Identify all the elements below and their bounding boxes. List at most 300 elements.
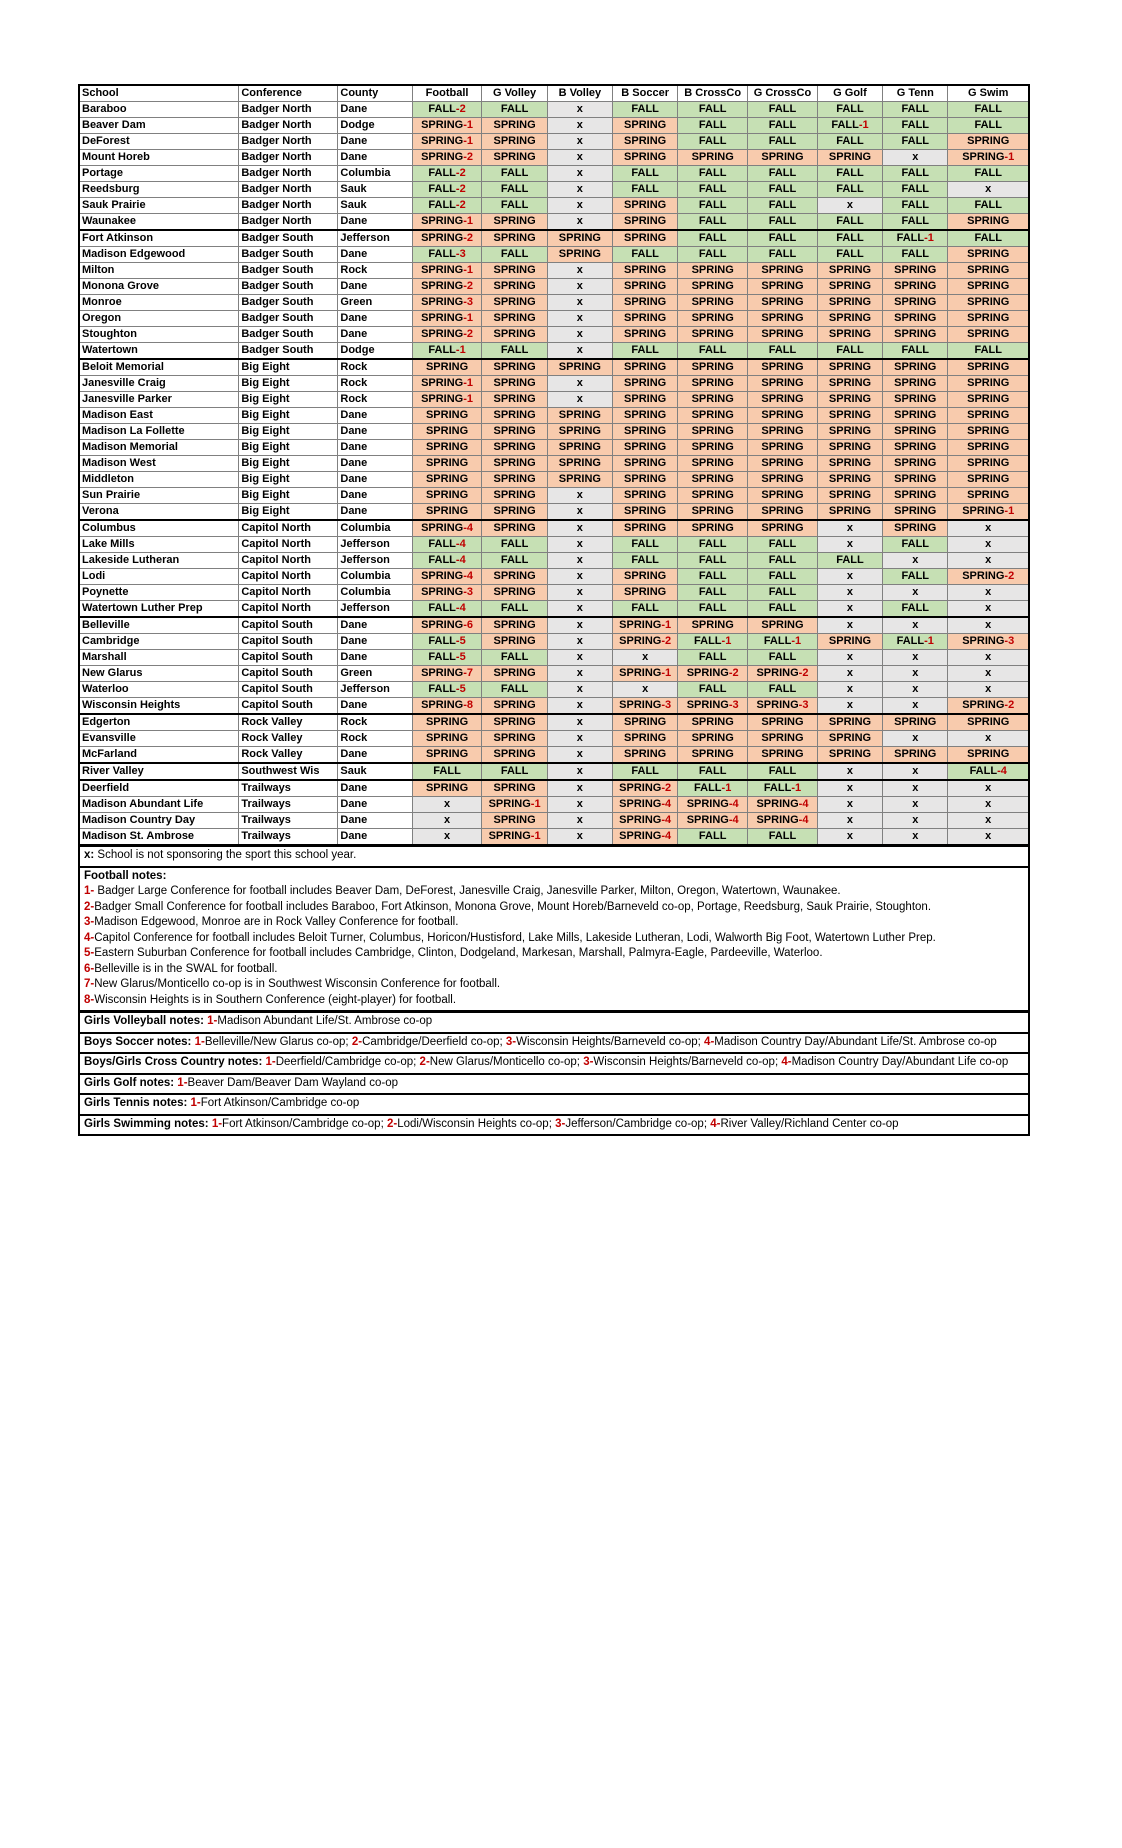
table-row <box>79 263 1029 279</box>
season-label: x <box>985 814 992 826</box>
season-label: SPRING <box>761 264 804 276</box>
school-name-cell: Marshall <box>79 650 239 666</box>
note-number: 4- <box>781 1056 792 1068</box>
season-label: SPRING <box>691 409 734 421</box>
season-label: SPRING <box>756 814 799 826</box>
season-cell-football <box>412 617 482 634</box>
season-cell-g-golf <box>817 359 882 376</box>
season-cell-b-soccer <box>613 182 678 198</box>
season-label: FALL <box>768 167 797 179</box>
season-cell-g-tenn <box>883 813 948 829</box>
county-cell: Jefferson <box>338 230 412 247</box>
season-label: FALL <box>901 602 930 614</box>
season-cell-b-crossco <box>678 247 748 263</box>
note-text: Madison Country Day/Abundant Life co-op <box>791 1056 1009 1068</box>
season-label: SPRING <box>425 361 469 373</box>
season-label: SPRING <box>828 489 872 501</box>
season-cell-b-crossco <box>678 520 748 537</box>
season-cell-b-soccer <box>613 343 678 360</box>
note-number: 3- <box>84 916 95 928</box>
table-row <box>79 456 1029 472</box>
season-label: x <box>985 554 992 566</box>
county-cell: Dane <box>338 472 412 488</box>
season-label: x <box>846 602 854 614</box>
footnote-marker: -2 <box>728 667 739 679</box>
note-text: Capitol Conference for football includes Beloit Turner, Columbus, Horicon/Hustisford, Lake Mills, Lakeside Lutheran, Lodi, Walworth Big Foot, Watertown Luther Prep. <box>94 931 936 944</box>
conference-cell: Badger North <box>239 198 338 214</box>
season-label: SPRING <box>493 264 536 276</box>
football-notes-row <box>79 867 1029 1012</box>
conference-cell: Badger South <box>239 279 338 295</box>
season-cell-football <box>412 263 482 279</box>
season-label: SPRING <box>493 699 536 711</box>
season-label: FALL <box>428 602 456 614</box>
season-cell-football <box>412 601 482 618</box>
season-cell-g-tenn <box>883 134 948 150</box>
season-cell-g-volley <box>482 376 547 392</box>
conference-cell: Big Eight <box>239 392 338 408</box>
note-number: 4- <box>704 1035 715 1048</box>
sport-note-label: Girls Tennis notes: <box>84 1097 191 1109</box>
season-cell-b-soccer <box>613 813 678 829</box>
season-label: FALL <box>768 586 797 598</box>
season-label: SPRING <box>488 830 531 842</box>
season-label: FALL <box>974 103 1002 115</box>
note-text: Cambridge/Deerfield co-op; <box>362 1035 506 1048</box>
season-label: SPRING <box>619 814 662 826</box>
table-row <box>79 150 1029 166</box>
season-cell-g-volley <box>482 279 547 295</box>
season-label: SPRING <box>421 667 464 679</box>
season-label: SPRING <box>493 215 536 227</box>
season-label: x <box>846 814 854 826</box>
season-cell-g-volley <box>482 829 547 846</box>
season-cell-b-volley <box>547 247 612 263</box>
season-label: SPRING <box>558 425 601 437</box>
season-label: x <box>576 489 583 501</box>
season-cell-g-crossco <box>748 698 818 715</box>
conference-cell: Badger South <box>239 247 338 263</box>
season-cell-g-volley <box>482 666 547 682</box>
season-label: SPRING <box>761 619 804 631</box>
season-label: SPRING <box>624 522 667 534</box>
sport-note-label: Girls Volleyball notes: <box>84 1015 208 1027</box>
season-cell-football <box>412 537 482 553</box>
footnote-marker: -5 <box>455 651 466 663</box>
season-label: SPRING <box>691 361 734 373</box>
season-label: x <box>846 699 854 711</box>
table-row <box>79 829 1029 846</box>
note-number: 7- <box>84 978 95 990</box>
season-cell-g-swim <box>948 520 1029 537</box>
season-cell-g-volley <box>482 456 547 472</box>
conference-cell: Badger North <box>239 182 338 198</box>
season-label: FALL <box>836 248 864 260</box>
season-label: SPRING <box>624 473 667 485</box>
season-label: SPRING <box>624 441 667 453</box>
season-cell-g-golf <box>817 698 882 715</box>
season-cell-g-volley <box>482 150 547 166</box>
season-label: SPRING <box>967 473 1010 485</box>
county-cell: Dane <box>338 780 412 797</box>
county-cell: Sauk <box>338 198 412 214</box>
season-label: SPRING <box>421 312 464 324</box>
season-cell-g-golf <box>817 440 882 456</box>
table-row <box>79 472 1029 488</box>
column-header-b-crossco: B CrossCo <box>678 85 748 102</box>
table-row <box>79 392 1029 408</box>
season-label: SPRING <box>962 699 1005 711</box>
season-label: SPRING <box>493 489 536 501</box>
season-cell-g-golf <box>817 230 882 247</box>
school-name-cell: Sauk Prairie <box>79 198 239 214</box>
season-cell-g-volley <box>482 424 547 440</box>
season-label: x <box>912 586 919 598</box>
season-label: SPRING <box>761 748 804 760</box>
season-label: FALL <box>428 103 456 115</box>
season-label: FALL <box>768 119 797 131</box>
season-label: SPRING <box>493 570 536 582</box>
footnote-marker: -1 <box>791 782 802 794</box>
season-label: FALL <box>901 103 930 115</box>
table-row <box>79 504 1029 521</box>
season-cell-g-tenn <box>883 247 948 263</box>
season-cell-g-tenn <box>883 230 948 247</box>
season-cell-g-tenn <box>883 150 948 166</box>
season-label: SPRING <box>828 361 872 373</box>
season-label: x <box>985 183 992 195</box>
season-cell-g-crossco <box>748 150 818 166</box>
season-label: FALL <box>901 183 930 195</box>
season-label: SPRING <box>967 328 1010 340</box>
school-name-cell: Fort Atkinson <box>79 230 239 247</box>
season-label: FALL <box>836 344 864 356</box>
footnote-marker: -7 <box>463 667 474 679</box>
season-label: FALL <box>768 248 797 260</box>
season-cell-g-golf <box>817 731 882 747</box>
school-name-cell: Edgerton <box>79 714 239 731</box>
season-label: SPRING <box>624 748 667 760</box>
season-label: FALL <box>974 232 1002 244</box>
season-cell-g-swim <box>948 150 1029 166</box>
season-label: FALL <box>500 602 529 614</box>
season-cell-g-golf <box>817 456 882 472</box>
season-cell-b-volley <box>547 102 612 118</box>
season-cell-g-volley <box>482 634 547 650</box>
footnote-marker: -4 <box>728 814 739 826</box>
season-cell-g-crossco <box>748 456 818 472</box>
season-label: SPRING <box>493 667 536 679</box>
season-label: x <box>576 312 583 324</box>
note-text: Belleville/New Glarus co-op; <box>204 1035 352 1048</box>
season-cell-b-crossco <box>678 376 748 392</box>
season-cell-football <box>412 247 482 263</box>
season-label: SPRING <box>421 586 464 598</box>
season-label: SPRING <box>967 361 1010 373</box>
season-label: FALL <box>698 586 727 598</box>
season-label: x <box>576 215 583 227</box>
football-notes-cell <box>79 867 1029 1012</box>
season-label: FALL <box>768 135 797 147</box>
season-label: SPRING <box>828 328 872 340</box>
season-label: x <box>912 619 919 631</box>
season-label: SPRING <box>894 328 937 340</box>
season-cell-g-swim <box>948 247 1029 263</box>
sport-note-cell <box>79 1053 1029 1074</box>
season-label: x <box>576 103 583 115</box>
table-row <box>79 682 1029 698</box>
column-header-g-swim: G Swim <box>948 85 1029 102</box>
county-cell: Sauk <box>338 182 412 198</box>
season-cell-football <box>412 182 482 198</box>
footnote-marker: -1 <box>924 232 934 244</box>
season-label: SPRING <box>828 505 872 517</box>
season-cell-b-soccer <box>613 585 678 601</box>
table-row <box>79 650 1029 666</box>
season-label: FALL <box>631 103 659 115</box>
county-cell: Dane <box>338 247 412 263</box>
footnote-marker: -1 <box>721 635 732 647</box>
season-label: SPRING <box>967 393 1010 405</box>
school-name-cell: Baraboo <box>79 102 239 118</box>
conference-cell: Capitol North <box>239 585 338 601</box>
season-cell-b-crossco <box>678 553 748 569</box>
footnote-marker: -4 <box>463 570 474 582</box>
season-cell-b-soccer <box>613 359 678 376</box>
season-label: SPRING <box>967 489 1010 501</box>
season-label: SPRING <box>691 619 734 631</box>
season-cell-b-soccer <box>613 797 678 813</box>
footnote-marker: -4 <box>798 798 809 810</box>
note-number: 1- <box>84 885 95 897</box>
season-cell-g-swim <box>948 343 1029 360</box>
season-cell-g-swim <box>948 230 1029 247</box>
season-label: SPRING <box>493 748 536 760</box>
school-name-cell: Madison East <box>79 408 239 424</box>
season-cell-b-soccer <box>613 166 678 182</box>
season-label: SPRING <box>828 280 872 292</box>
season-cell-b-crossco <box>678 650 748 666</box>
school-name-cell: Janesville Craig <box>79 376 239 392</box>
county-cell: Jefferson <box>338 682 412 698</box>
note-text: Lodi/Wisconsin Heights co-op; <box>397 1117 556 1130</box>
season-cell-g-tenn <box>883 650 948 666</box>
season-label: SPRING <box>624 199 667 211</box>
legend-cell <box>79 846 1029 867</box>
season-label: x <box>576 135 583 147</box>
season-label: SPRING <box>828 748 872 760</box>
season-label: x <box>576 683 583 695</box>
conference-cell: Big Eight <box>239 504 338 521</box>
season-cell-b-volley <box>547 714 612 731</box>
season-label: FALL <box>500 554 529 566</box>
season-label: SPRING <box>619 830 662 842</box>
note-number: 2- <box>386 1117 398 1130</box>
season-cell-g-golf <box>817 537 882 553</box>
school-name-cell: Verona <box>79 504 239 521</box>
season-cell-g-crossco <box>748 488 818 504</box>
season-label: SPRING <box>624 489 667 501</box>
school-name-cell: Sun Prairie <box>79 488 239 504</box>
season-cell-b-volley <box>547 813 612 829</box>
season-cell-football <box>412 456 482 472</box>
footnote-marker: -4 <box>661 798 672 810</box>
season-cell-b-crossco <box>678 295 748 311</box>
season-label: x <box>576 748 583 760</box>
footnote-marker: -1 <box>463 135 474 147</box>
season-label: FALL <box>768 232 797 244</box>
table-row <box>79 617 1029 634</box>
football-note-item <box>84 977 1024 993</box>
season-cell-b-volley <box>547 747 612 764</box>
season-label: SPRING <box>421 232 464 244</box>
season-label: SPRING <box>493 716 536 728</box>
table-row <box>79 569 1029 585</box>
season-label: SPRING <box>967 409 1010 421</box>
season-cell-b-soccer <box>613 569 678 585</box>
conference-cell: Badger North <box>239 134 338 150</box>
season-label: SPRING <box>624 393 667 405</box>
footnote-marker: -4 <box>997 765 1007 777</box>
season-cell-g-golf <box>817 150 882 166</box>
season-cell-b-crossco <box>678 263 748 279</box>
season-label: SPRING <box>425 732 469 744</box>
conference-cell: Rock Valley <box>239 747 338 764</box>
season-label: SPRING <box>761 151 804 163</box>
season-label: x <box>912 814 919 826</box>
football-note-item <box>84 915 1024 931</box>
note-number: 4- <box>84 931 95 944</box>
season-cell-g-crossco <box>748 634 818 650</box>
season-label: SPRING <box>421 699 464 711</box>
county-cell: Dane <box>338 504 412 521</box>
season-cell-b-volley <box>547 440 612 456</box>
season-cell-football <box>412 424 482 440</box>
season-label: x <box>576 344 583 356</box>
season-label: SPRING <box>761 361 804 373</box>
season-cell-g-tenn <box>883 424 948 440</box>
season-cell-g-golf <box>817 102 882 118</box>
season-label: FALL <box>768 683 797 695</box>
season-cell-b-volley <box>547 731 612 747</box>
county-cell: Rock <box>338 263 412 279</box>
season-cell-g-volley <box>482 230 547 247</box>
season-label: x <box>576 570 583 582</box>
season-cell-g-crossco <box>748 520 818 537</box>
table-row <box>79 585 1029 601</box>
season-cell-g-crossco <box>748 440 818 456</box>
school-name-cell: Monroe <box>79 295 239 311</box>
season-cell-b-soccer <box>613 102 678 118</box>
season-label: x <box>846 199 854 211</box>
table-header <box>79 85 1029 102</box>
season-label: SPRING <box>967 377 1010 389</box>
season-cell-b-volley <box>547 263 612 279</box>
note-text: Badger Small Conference for football includes Baraboo, Fort Atkinson, Monona Grove, Mount Horeb/Barneveld co-op, Portage, Reedsburg, Sauk Prairie, Stoughton. <box>94 900 932 913</box>
season-label: SPRING <box>488 798 531 810</box>
school-name-cell: Waunakee <box>79 214 239 231</box>
footnote-marker: -4 <box>728 798 739 810</box>
table-row <box>79 182 1029 198</box>
season-label: SPRING <box>828 377 872 389</box>
note-number: 3- <box>555 1117 566 1130</box>
county-cell: Dane <box>338 134 412 150</box>
season-label: SPRING <box>828 473 872 485</box>
conference-cell: Badger South <box>239 311 338 327</box>
season-cell-g-golf <box>817 166 882 182</box>
season-cell-b-volley <box>547 166 612 182</box>
season-cell-b-volley <box>547 392 612 408</box>
season-label: x <box>576 699 583 711</box>
season-label: SPRING <box>493 296 536 308</box>
season-cell-b-crossco <box>678 118 748 134</box>
season-label: SPRING <box>894 522 937 534</box>
season-cell-g-crossco <box>748 343 818 360</box>
season-cell-g-tenn <box>883 569 948 585</box>
season-label: SPRING <box>624 296 667 308</box>
season-cell-g-tenn <box>883 763 948 780</box>
school-name-cell: Evansville <box>79 731 239 747</box>
season-label: FALL <box>428 344 456 356</box>
season-label: SPRING <box>624 215 667 227</box>
season-cell-g-golf <box>817 682 882 698</box>
season-label: SPRING <box>619 699 662 711</box>
season-cell-g-tenn <box>883 408 948 424</box>
season-label: SPRING <box>761 312 804 324</box>
county-cell: Green <box>338 295 412 311</box>
school-name-cell: Madison Country Day <box>79 813 239 829</box>
season-label: FALL <box>901 570 930 582</box>
note-text: Eastern Suburban Conference for football includes Cambridge, Clinton, Dodgeland, Markesan, Marshall, Palmyra-Eagle, Pardeeville, Waterloo. <box>94 947 823 959</box>
season-label: SPRING <box>828 457 872 469</box>
season-cell-g-volley <box>482 682 547 698</box>
school-name-cell: McFarland <box>79 747 239 764</box>
column-header-b-soccer: B Soccer <box>613 85 678 102</box>
season-label: x <box>985 522 992 534</box>
season-label: FALL <box>836 135 864 147</box>
table-row <box>79 698 1029 715</box>
footnote-marker: -1 <box>463 264 474 276</box>
season-cell-g-swim <box>948 813 1029 829</box>
season-cell-g-golf <box>817 295 882 311</box>
season-cell-g-crossco <box>748 504 818 521</box>
season-cell-b-crossco <box>678 537 748 553</box>
season-label: x <box>985 683 992 695</box>
season-cell-b-soccer <box>613 311 678 327</box>
season-label: FALL <box>698 570 727 582</box>
table-row <box>79 747 1029 764</box>
table-row <box>79 797 1029 813</box>
season-label: SPRING <box>967 280 1010 292</box>
season-cell-football <box>412 666 482 682</box>
season-cell-b-volley <box>547 829 612 846</box>
season-cell-b-crossco <box>678 198 748 214</box>
county-cell: Dane <box>338 424 412 440</box>
season-cell-g-swim <box>948 488 1029 504</box>
season-cell-g-golf <box>817 797 882 813</box>
table-row <box>79 214 1029 231</box>
table-row <box>79 359 1029 376</box>
season-cell-g-crossco <box>748 666 818 682</box>
season-cell-g-swim <box>948 763 1029 780</box>
season-cell-g-tenn <box>883 797 948 813</box>
season-label: SPRING <box>761 441 804 453</box>
table-row <box>79 488 1029 504</box>
season-label: FALL <box>500 765 529 777</box>
season-label: SPRING <box>761 457 804 469</box>
season-cell-football <box>412 102 482 118</box>
conference-cell: Capitol North <box>239 601 338 618</box>
